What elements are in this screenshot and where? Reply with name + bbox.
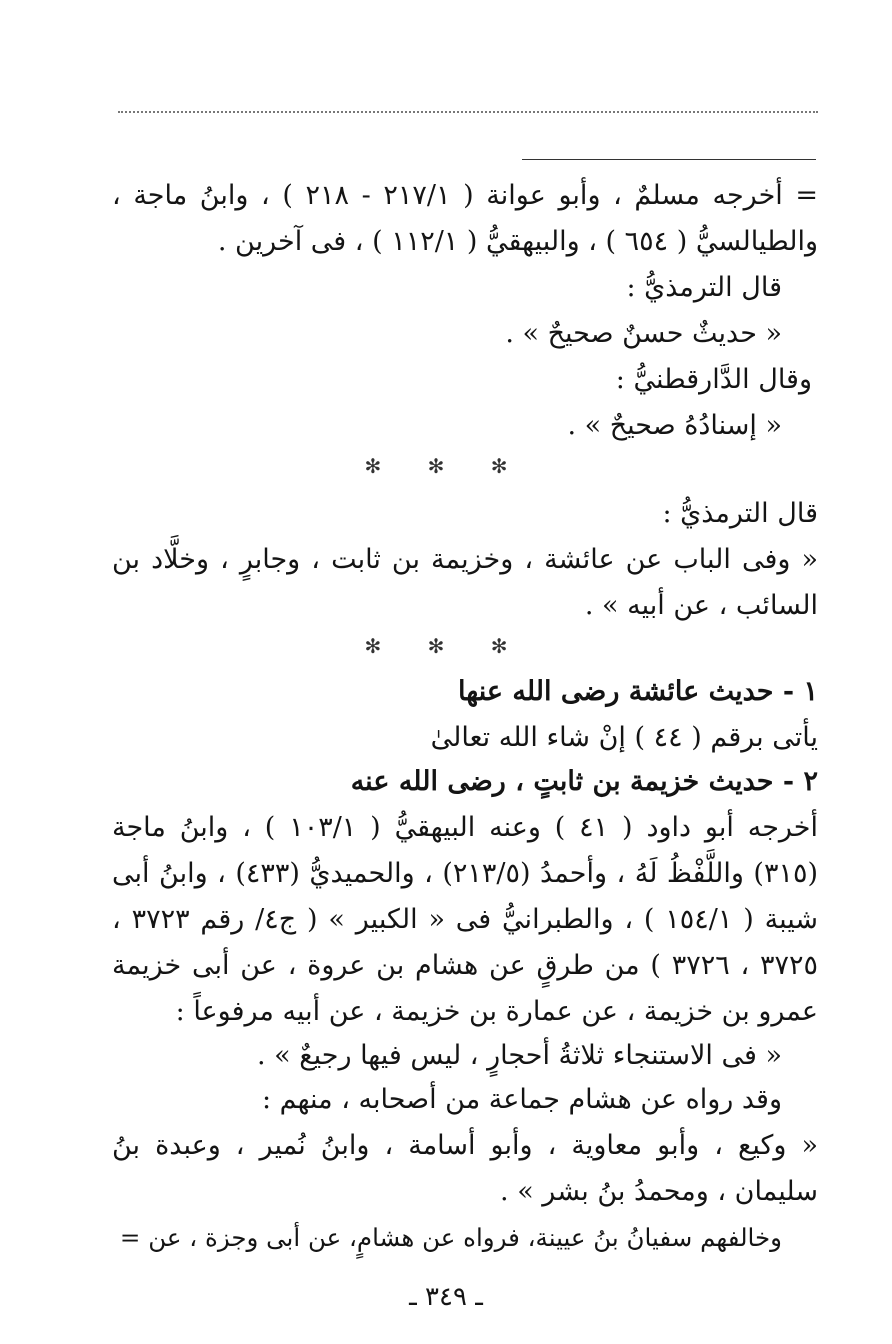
text-line: (٣١٥) واللَّفْظُ لَهُ ، وأحمدُ (٢١٣/٥) ، والحميديُّ (٤٣٣) ، وابنُ أبى [112, 858, 819, 889]
text-line: ٣٧٢٥ ، ٣٧٢٦ ) من طرقٍ عن هشام بن عروة ، عن أبى خزيمة [112, 950, 818, 981]
quote-line: « وكيع ، وأبو معاوية ، وأبو أسامة ، وابنُ نُمير ، وعبدة بنُ [112, 1130, 818, 1161]
section-separator: ✻ ✻ ✻ [364, 454, 528, 478]
quote-line: « وفى الباب عن عائشة ، وخزيمة بن ثابت ، وجابرٍ ، وخلَّاد بن [112, 544, 818, 575]
text-line: = أخرجه مسلمٌ ، وأبو عوانة ( ٢١٧/١ - ٢١٨ ) ، وابنُ ماجة ، [112, 180, 819, 211]
header-dotted-rule [118, 111, 818, 113]
text-line: يأتى برقم ( ٤٤ ) إنْ شاء الله تعالىٰ [430, 722, 818, 753]
section-heading: ٢ - حديث خزيمة بن ثابتٍ ، رضى الله عنه [350, 766, 818, 797]
quote-line: « إسنادُهُ صحيحٌ » . [567, 410, 782, 441]
text-line: وقال الدَّارقطنيُّ : [615, 364, 812, 395]
text-line: قال الترمذيُّ : [662, 498, 818, 529]
quote-line: سليمان ، ومحمدُ بنُ بشر » . [500, 1176, 818, 1207]
footnote-separator-rule [522, 159, 816, 160]
text-line: أخرجه أبو داود ( ٤١ ) وعنه البيهقيُّ ( ١٠٣/١ ) ، وابنُ ماجة [112, 812, 819, 843]
quote-line: « فى الاستنجاء ثلاثةُ أحجارٍ ، ليس فيها رجيعٌ » . [256, 1040, 782, 1071]
text-line: والطيالسيُّ ( ٦٥٤ ) ، والبيهقيُّ ( ١١٢/١ ) ، فى آخرين . [217, 226, 818, 257]
quote-line: السائب ، عن أبيه » . [584, 590, 818, 621]
page-number: ـ ٣٤٩ ـ [409, 1282, 483, 1312]
section-heading: ١ - حديث عائشة رضى الله عنها [458, 676, 818, 707]
text-line: وخالفهم سفيانُ بنُ عيينة، فرواه عن هشامٍ، عن أبى وجزة ، عن = [119, 1223, 782, 1252]
text-line: شيبة ( ١٥٤/١ ) ، والطبرانيُّ فى « الكبير » ( ج٤/ رقم ٣٧٢٣ ، [112, 904, 819, 935]
section-separator: ✻ ✻ ✻ [364, 634, 528, 658]
text-line: قال الترمذيُّ : [626, 272, 782, 303]
text-line: عمرو بن خزيمة ، عن عمارة بن خزيمة ، عن أبيه مرفوعاً : [175, 996, 818, 1027]
text-line: وقد رواه عن هشام جماعة من أصحابه ، منهم : [261, 1084, 782, 1115]
quote-line: « حديثٌ حسنٌ صحيحٌ » . [505, 318, 782, 349]
